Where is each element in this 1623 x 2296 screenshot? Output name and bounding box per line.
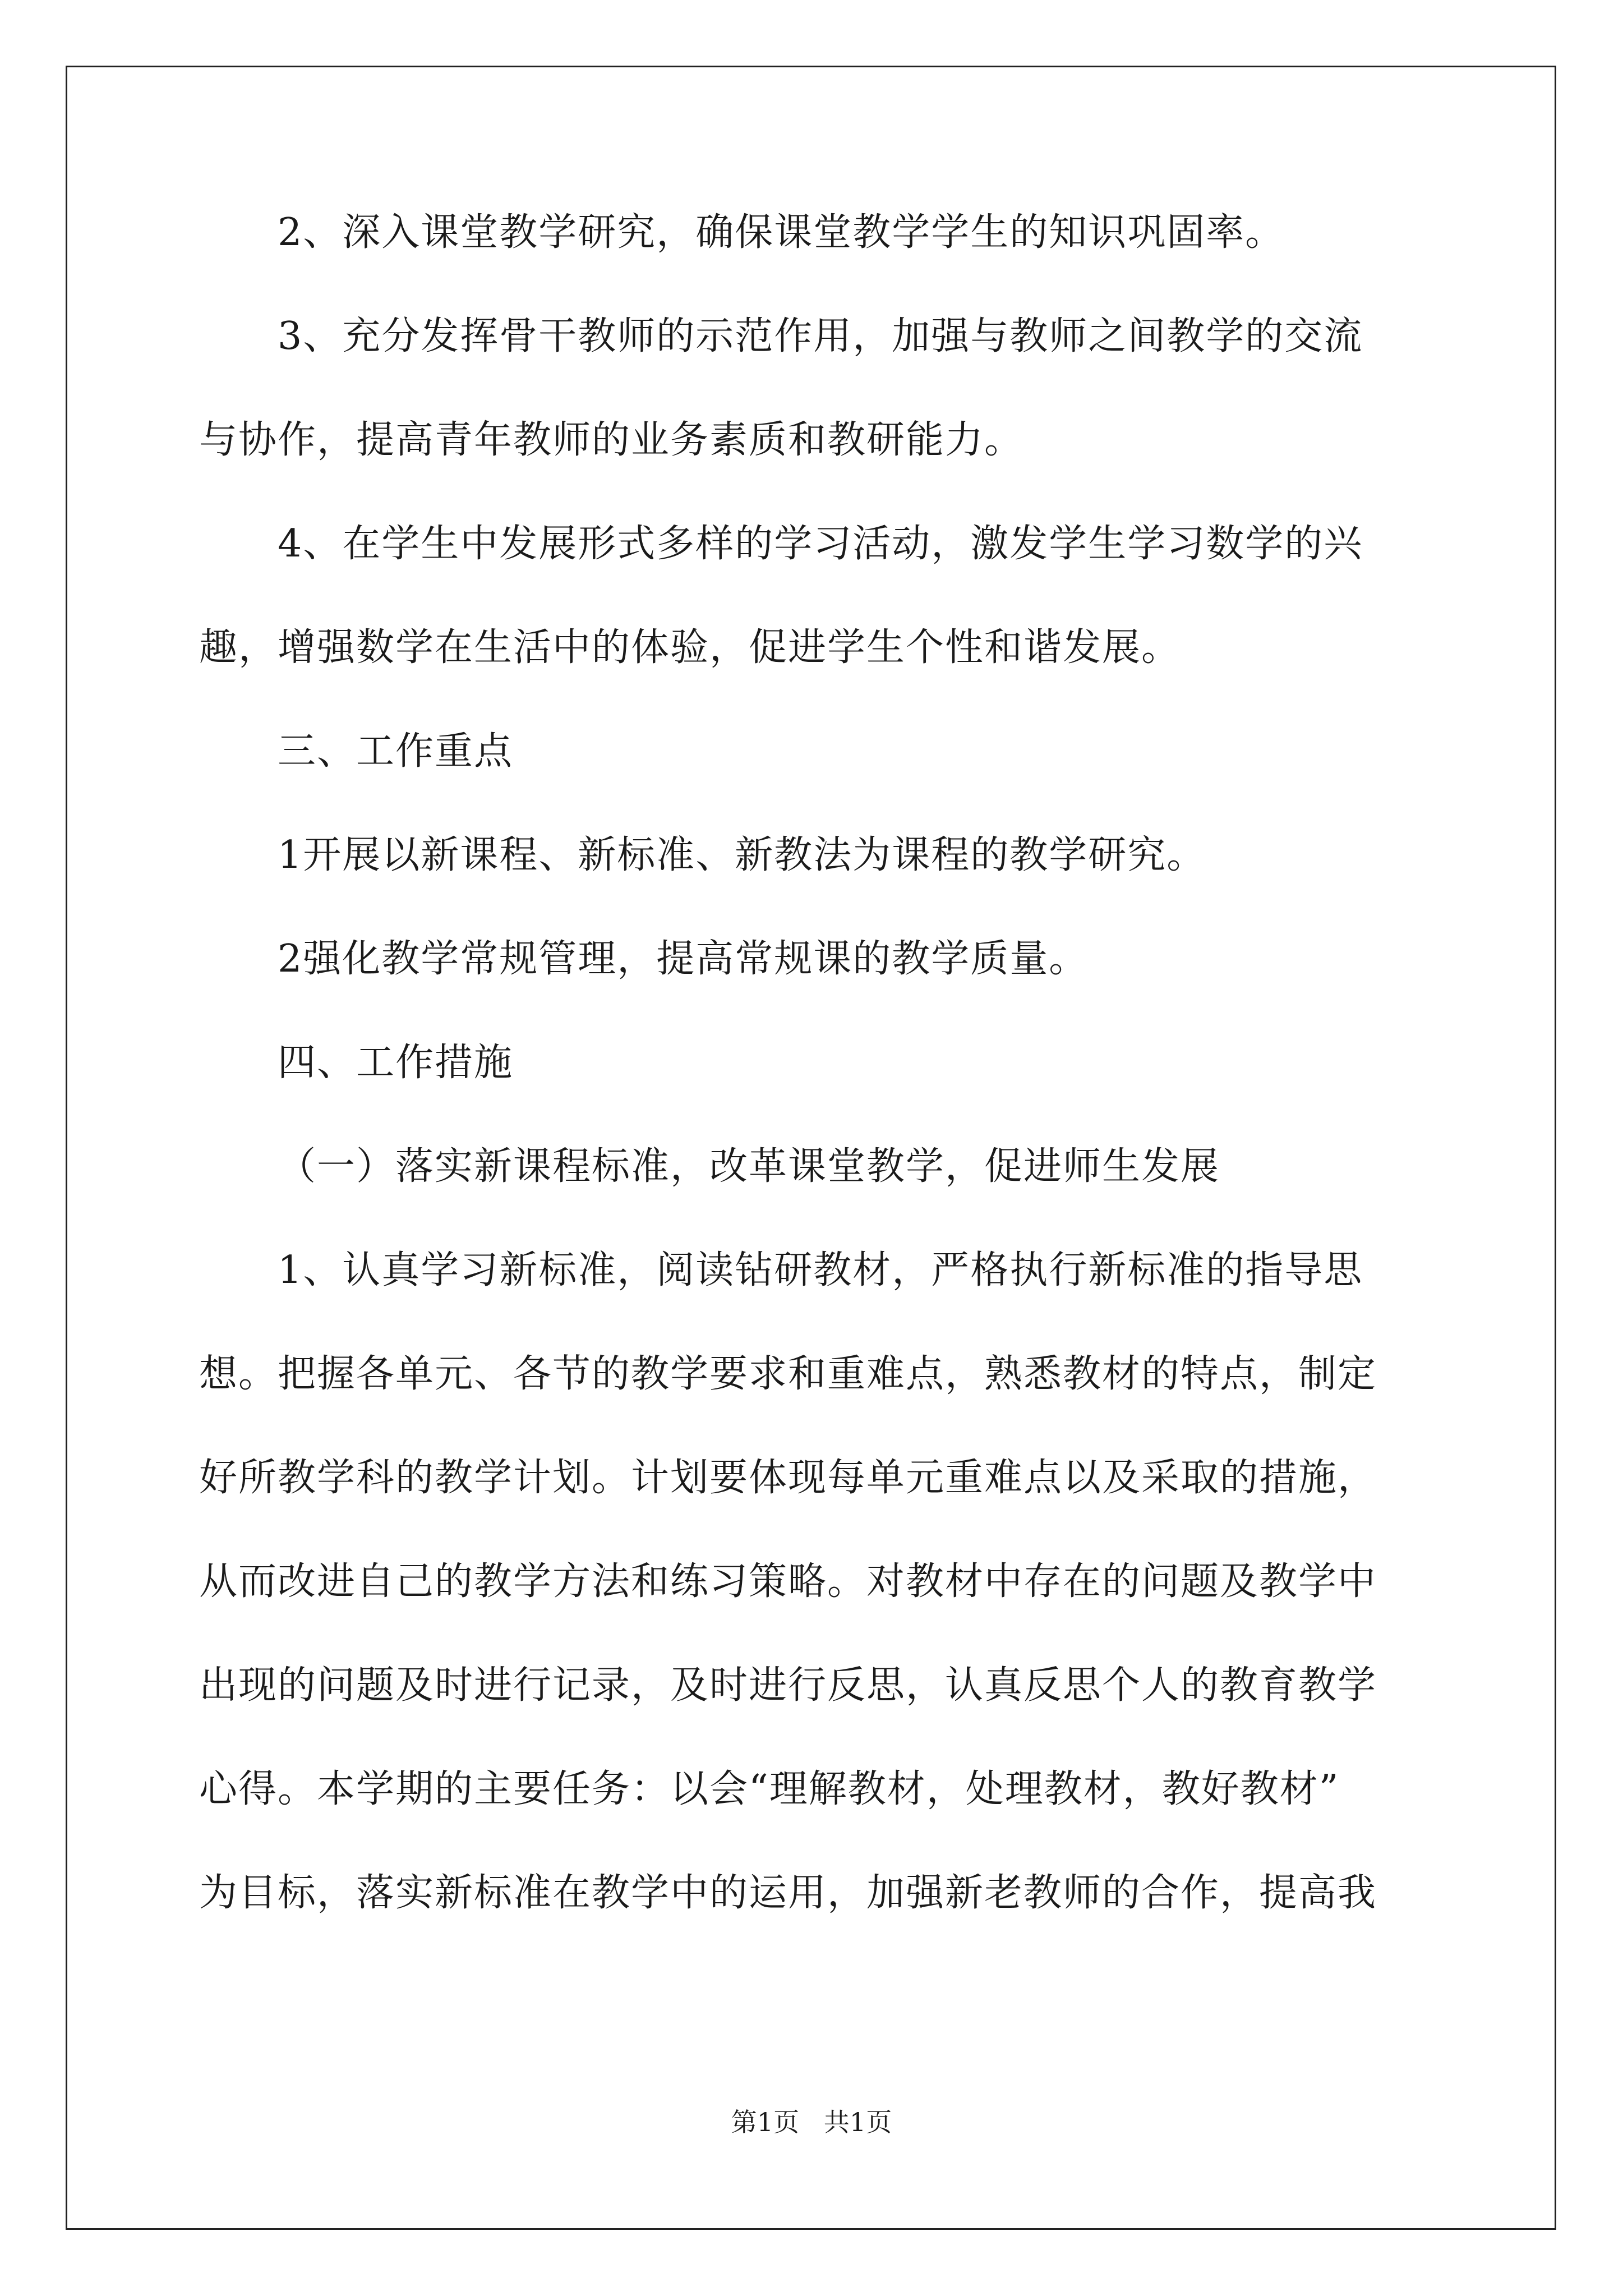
page-number-footer: 第1页 共1页 — [731, 2107, 892, 2137]
paragraph-line: 从而改进自己的教学方法和练习策略。对教材中存在的问题及教学中 — [199, 1559, 1377, 1604]
paragraph-line: 想。把握各单元、各节的教学要求和重难点，熟悉教材的特点，制定 — [199, 1352, 1377, 1396]
paragraph-line: 2强化教学常规管理，提高常规课的教学质量。 — [278, 937, 1089, 981]
section-heading: 四、工作措施 — [278, 1041, 514, 1085]
paragraph-line: 3、充分发挥骨干教师的示范作用，加强与教师之间教学的交流 — [278, 314, 1363, 358]
paragraph-line: 1、认真学习新标准，阅读钻研教材，严格执行新标准的指导思 — [278, 1248, 1363, 1292]
paragraph-line: 2、深入课堂教学研究，确保课堂教学学生的知识巩固率。 — [278, 210, 1285, 255]
paragraph-line: 出现的问题及时进行记录，及时进行反思，认真反思个人的教育教学 — [199, 1663, 1377, 1708]
paragraph-line: 4、在学生中发展形式多样的学习活动，激发学生学习数学的兴 — [278, 522, 1363, 566]
section-heading: 三、工作重点 — [278, 729, 514, 774]
paragraph-line: 与协作，提高青年教师的业务素质和教研能力。 — [199, 418, 1024, 462]
subsection-heading: （一）落实新课程标准，改革课堂教学，促进师生发展 — [278, 1144, 1220, 1189]
paragraph-line: 1开展以新课程、新标准、新教法为课程的教学研究。 — [278, 833, 1206, 877]
paragraph-line: 好所教学科的教学计划。计划要体现每单元重难点以及采取的措施， — [199, 1456, 1377, 1500]
paragraph-line: 趣，增强数学在生活中的体验，促进学生个性和谐发展。 — [199, 625, 1181, 670]
paragraph-line: 为目标，落实新标准在教学中的运用，加强新老教师的合作，提高我 — [199, 1871, 1377, 1915]
paragraph-line: 心得。本学期的主要任务：以会“理解教材，处理教材，教好教材” — [199, 1767, 1340, 1811]
